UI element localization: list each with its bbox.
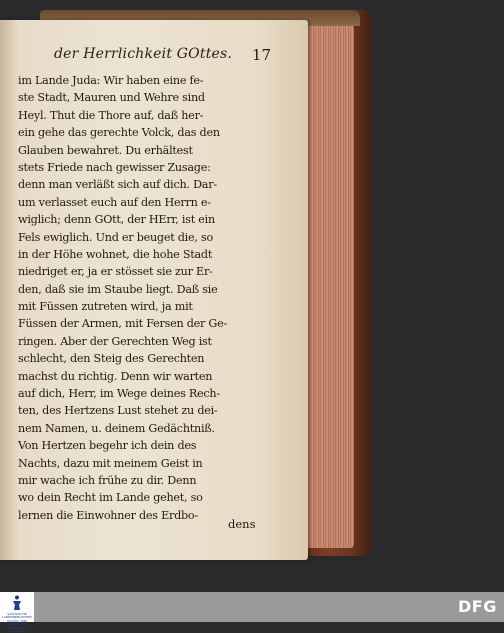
text-line: stets Friede nach gewisser Zusage: [18, 160, 211, 174]
text-line: denn man verläßt sich auf dich. Dar- [18, 178, 217, 192]
text-line: ten, des Hertzens Lust stehet zu dei- [18, 404, 218, 418]
text-line: machst du richtig. Denn wir warten [18, 369, 213, 383]
text-line: wiglich; denn GOtt, der HErr, ist ein [18, 213, 215, 227]
book-page [0, 20, 308, 560]
text-line: mir wache ich frühe zu dir. Denn [18, 473, 197, 487]
page-number: 17 [252, 46, 272, 64]
text-line: mit Füssen zutreten wird, ja mit [18, 300, 193, 314]
text-line: ste Stadt, Mauren und Wehre sind [18, 91, 205, 105]
text-line: nem Namen, u. deinem Gedächtniß. [18, 421, 215, 435]
text-line: Glauben bewahret. Du erhältest [18, 143, 193, 157]
footer-bar [0, 592, 504, 633]
text-line: Nachts, dazu mit meinem Geist in [18, 456, 203, 470]
slub-figure-icon [11, 595, 23, 611]
text-line: in der Höhe wohnet, die hohe Stadt [18, 247, 213, 261]
text-line: Füssen der Armen, mit Fersen der Ge- [18, 317, 227, 331]
text-line: ein gehe das gerechte Volck, das den [18, 126, 220, 140]
text-line: Heyl. Thut die Thore auf, daß her- [18, 108, 204, 122]
text-line: niedriget er, ja er stösset sie zur Er- [18, 265, 213, 279]
text-line: lernen die Einwohner des Erdbo- [18, 508, 198, 522]
book-scan [0, 10, 372, 556]
text-block [18, 72, 270, 524]
text-line: auf dich, Herr, im Wege deines Rech- [18, 387, 220, 401]
text-line: wo dein Recht im Lande gehet, so [18, 491, 203, 505]
catchword: dens [228, 517, 256, 531]
dfg-logo[interactable]: DFG [458, 597, 497, 616]
text-line: Von Hertzen begehr ich dein des [18, 439, 197, 453]
page-fore-edge [304, 24, 354, 548]
text-line: schlecht, den Steig des Gerechten [18, 352, 205, 366]
text-line: ringen. Aber der Gerechten Weg ist [18, 334, 212, 348]
library-logo[interactable] [0, 592, 34, 633]
library-name: SÄCHSISCHE LANDESBIBLIOTHEK STAATS- UND UNIVERSITÄTS- BIBLIOTHEK DRESDEN [1, 612, 33, 633]
text-line: im Lande Juda: Wir haben eine fe- [18, 74, 204, 87]
text-line: den, daß sie im Staube liegt. Daß sie [18, 282, 218, 296]
text-line: um verlasset euch auf den Herrn e- [18, 195, 211, 209]
running-title: der Herrlichkeit GOttes. [54, 46, 233, 62]
text-line: Fels ewiglich. Und er beuget die, so [18, 230, 213, 244]
